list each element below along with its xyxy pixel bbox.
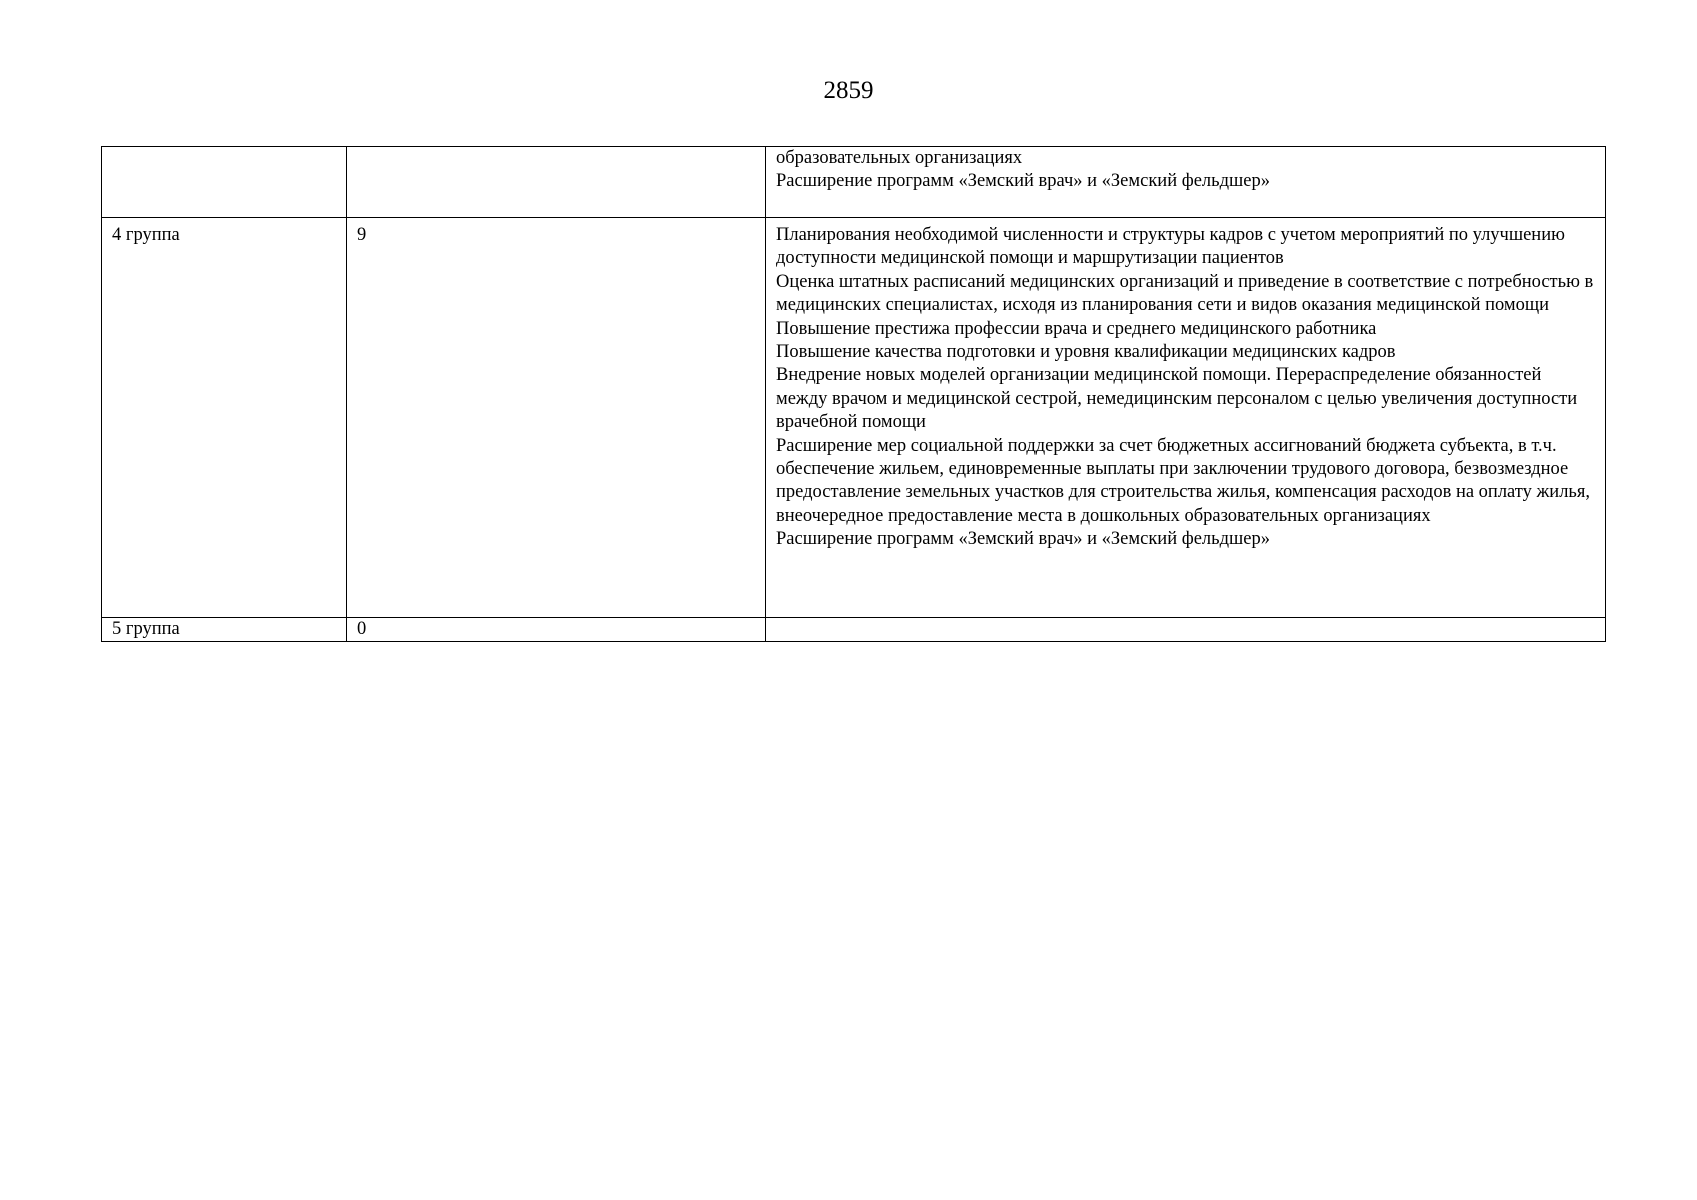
- page-number: 2859: [823, 77, 874, 104]
- groups-table: [101, 146, 1606, 642]
- measure-item: Расширение мер социальной поддержки за счет бюджетных ассигнований бюджета субъекта, в т.ч. обеспечение жильем, единовременные выплаты при заключении трудового договора, безвозмездное предоставление земельных участков для строительства жилья, компенсация расходов на оплату жилья, внеочередное предоставление места в дошкольных образовательных организациях: [776, 435, 1590, 526]
- count-cell: 9: [347, 218, 766, 618]
- group-cell: 4 группа: [102, 218, 347, 618]
- group-cell: [102, 147, 347, 218]
- table-row-group-4: [102, 218, 1606, 618]
- measure-item: Повышение престижа профессии врача и среднего медицинского работника: [776, 318, 1377, 339]
- measure-item: Расширение программ «Земский врач» и «Земский фельдшер»: [776, 529, 1270, 550]
- count-cell: [347, 147, 766, 218]
- measure-item: Планирования необходимой численности и структуры кадров с учетом мероприятий по улучшению доступности медицинской помощи и маршрутизации пациентов: [776, 225, 1565, 269]
- table-row-group-5: [102, 618, 1606, 642]
- measure-item: Оценка штатных расписаний медицинских организаций и приведение в соответствие с потребностью в медицинских специалистах, исходя из планирования сети и видов оказания медицинской помощи: [776, 271, 1594, 316]
- measure-item: Расширение программ «Земский врач» и «Земский фельдшер»: [776, 171, 1270, 192]
- count-cell: 0: [347, 618, 766, 642]
- measure-item: Повышение качества подготовки и уровня квалификации медицинских кадров: [776, 342, 1396, 363]
- measures-cell: [766, 218, 1606, 618]
- measures-cell: [766, 147, 1606, 218]
- measure-item: образовательных организациях: [776, 148, 1023, 168]
- measures-cell: [766, 618, 1606, 642]
- group-cell: 5 группа: [102, 618, 347, 642]
- measure-item: Внедрение новых моделей организации медицинской помощи. Перераспределение обязанностей между врачом и медицинской сестрой, немедицинским персоналом с целью увеличения доступности врачебной помощи: [776, 365, 1578, 433]
- table-row-continuation: [102, 147, 1606, 218]
